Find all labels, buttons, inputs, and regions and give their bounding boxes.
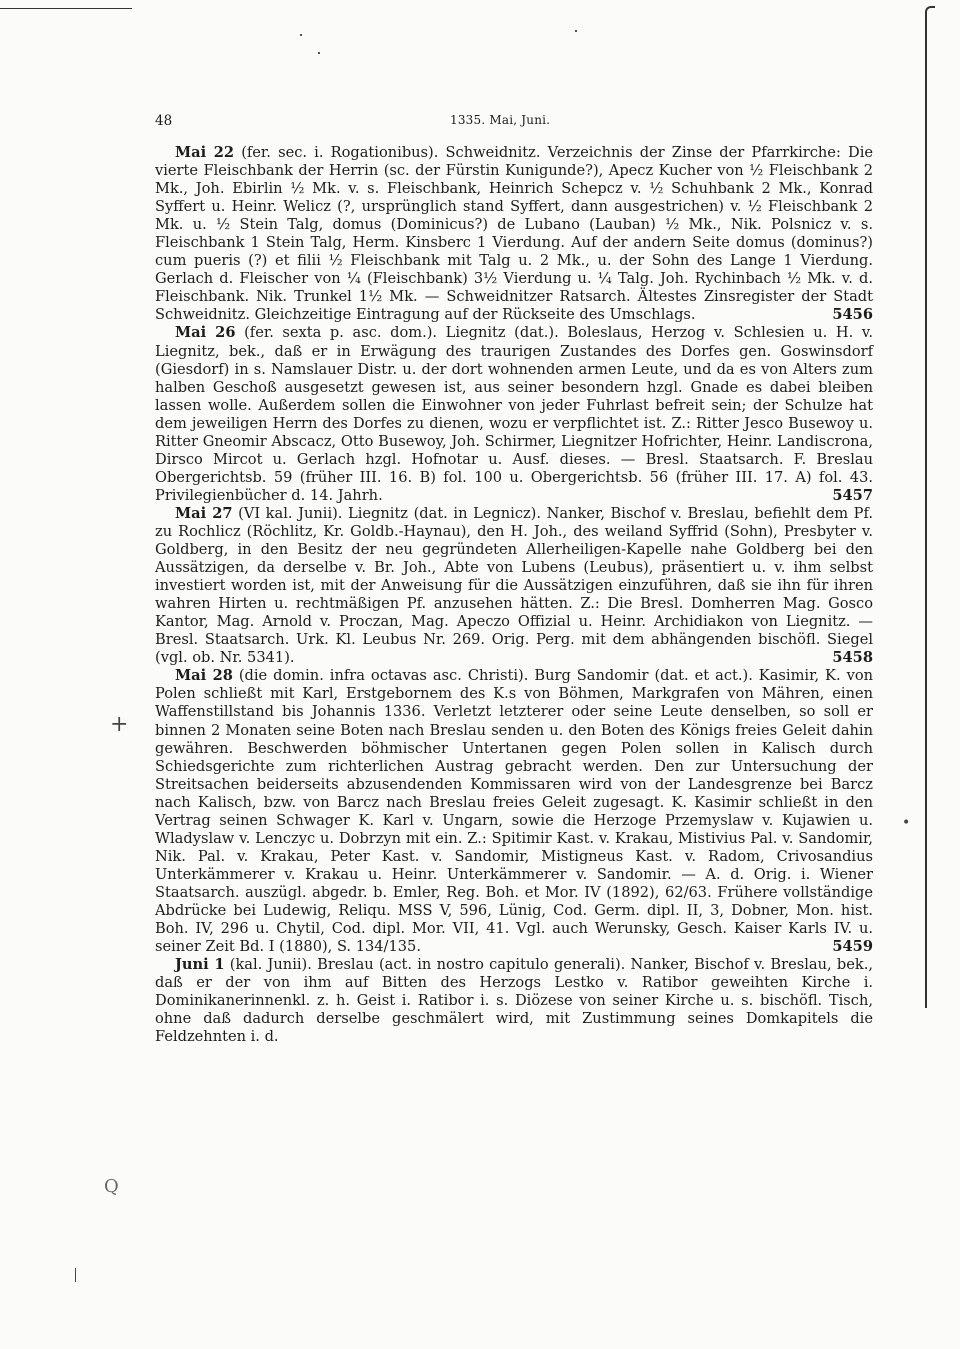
entry-date: Mai 22 [175,144,235,161]
entry-text: (die domin. infra octavas asc. Christi). Burg Sandomir (dat. et act.). Kasimir, K. von Polen schließt mit Karl, Erstgebornem des K.s von Böhmen, Markgrafen von Mähren, einen Waffenstillstand bis Johannis 1336. Verletzt letzterer oder seine Leute denselben, so soll er binnen 2 Monaten seine Boten nach Breslau senden u. den Boten des Königs freies Geleit dahin gewähren. Beschwerden böhmischer Untertanen gegen Polen sollen in Kalisch durch Schiedsgerichte zum richterlichen Austrag gebracht werden. Den zur Untersuchung der Streitsachen beiderseits abzusendenden Kommissaren wird von der Landesgrenze bei Barcz nach Kalisch, bzw. von Barcz nach Breslau freies Geleit zugesagt. K. Kasimir schließt in den Vertrag seinen Schwager K. Karl v. Ungarn, sowie die Herzoge Przemyslaw v. Kujawien u. Wladyslaw v. Lenczyc u. Dobrzyn mit ein. Z.: Spitimir Kast. v. Krakau, Mistivius Pal. v. Sandomir, Nik. Pal. v. Krakau, Peter Kast. v. Sandomir, Mistigneus Kast. v. Radom, Crivosandius Unterkämmerer v. Krakau u. Heinr. Unterkämmerer v. Sandomir. — A. d. Orig. i. Wiener Staatsarch. auszügl. abgedr. b. Emler, Reg. Boh. et Mor. IV (1892), 62/63. Frühere vollständige Abdrücke bei Ludewig, Reliqu. MSS V, 596, Lünig, Cod. Germ. dipl. II, 3, Dobner, Mon. hist. Boh. IV, 296 u. Chytil, Cod. dipl. Mor. VII, 41. Vgl. auch Werunsky, Gesch. Kaiser Karls IV. u. seiner Zeit Bd. I (1880), S. 134/135. [155,667,874,956]
entry-date: Mai 27 [175,504,233,522]
entry-text: (fer. sexta p. asc. dom.). Liegnitz (dat.). Boleslaus, Herzog v. Schlesien u. H. v. Liegnitz, bek., daß er in Erwägung des traurigen Zustandes des Dorfes gen. Goswinsdorf (Giesdorf) in s. Namslauer Distr. u. der dort wohnenden armen Leute, und da es von Alters zum halben Geschoß ausgesetzt gewesen ist, aus seiner besondern hzgl. Gnade es dabei bleiben lassen wolle. Außerdem sollen die Einwohner von jeder Fuhrlast befreit sein; der Schulze hat dem jeweiligen Herrn des Dorfes zu dienen, wozu er verpflichtet ist. Z.: Ritter Jesco Busewoy u. Ritter Gneomir Abscacz, Otto Busewoy, Joh. Schirmer, Liegnitzer Hofrichter, Heinr. Landiscrona, Dirsco Mircot u. Gerlach hzgl. Hofnotar u. Ausf. dieses. — Bresl. Staatsarch. F. Breslau Obergerichtsb. 59 (früher III. 16. B) fol. 100 u. Obergerichtsb. 56 (früher III. 17. A) fol. 43. Privilegienbücher d. 14. Jahrh. [155,324,873,504]
entry-text: (kal. Junii). Breslau (act. in nostro capitulo generali). Nanker, Bischof v. Breslau, bek., daß er der von ihm auf Bitten des Herzogs Lestko v. Ratibor geweihten Kirche i. Dominikanerinnenkl. z. h. Geist i. Ratibor i. s. Diözese von seiner Kirche u. s. bischöfl. Tisch, ohne daß dadurch derselbe geschmälert wird, mit Zustimmung seines Domkapitels die Feldzehnten i. d. [155,956,874,1046]
entry-date: Juni 1 [175,956,225,974]
margin-cross-mark: + [110,712,129,737]
entry-number: 5459 [832,938,873,956]
margin-dot-mark: • [902,815,911,831]
pencil-stroke-mark [75,1268,76,1282]
entry-date: Mai 28 [175,667,233,685]
regest-entry [155,956,873,1046]
entry-number: 5458 [832,649,873,667]
regest-entry [155,505,873,667]
document-body [155,144,873,1046]
regest-entry [155,667,873,956]
scan-speck [318,52,320,54]
entry-text: (fer. sec. i. Rogationibus). Schweidnitz. Verzeichnis der Zinse der Pfarrkirche: Die vierte Fleischbank der Herrin (sc. der Fürstin Kunigunde?), Apecz Kucher von ½ Fleischbank 2 Mk., Joh. Ebirlin ½ Mk. v. s. Fleischbank, Heinrich Schepcz v. ½ Schuhbank 2 Mk., Konrad Syffert u. Heinr. Welicz (?, ursprünglich stand Syffert, dann ausgestrichen) v. ½ Fleischbank 2 Mk. u. ½ Stein Talg, domus (Dominicus?) de Lubano (Lauban) ½ Mk., Nik. Polsnicz v. s. Fleischbank 1 Stein Talg, Herm. Kinsberc 1 Vierdung. Auf der andern Seite domus (dominus?) cum pueris (?) et filii ½ Fleischbank mit Talg u. 2 Mk., u. der Sohn des Lange 1 Vierdung. Gerlach d. Fleischer von ¼ (Fleischbank) 3½ Vierdung u. ¼ Talg. Joh. Rychinbach ½ Mk. v. d. Fleischbank. Nik. Trunkel 1½ Mk. — Schweidnitzer Ratsarch. Ältestes Zinsregister der Stadt Schweidnitz. Gleichzeitige Eintragung auf der Rückseite des Umschlags. [155,144,874,324]
margin-handwritten-note: Q [104,1176,119,1197]
entry-date: Mai 26 [175,324,236,342]
page-edge-mark [925,6,935,1008]
entry-number: 5456 [832,306,873,324]
entry-number: 5457 [832,486,873,504]
regest-entry [155,144,873,324]
scan-speck [575,30,577,32]
entry-text: (VI kal. Junii). Liegnitz (dat. in Legnicz). Nanker, Bischof v. Breslau, befiehlt dem Pf. zu Rochlicz (Röchlitz, Kr. Goldb.-Haynau), den H. Joh., des weiland Syffrid (Sohn), Presbyter v. Goldberg, in den Besitz der neu gegründeten Allerheiligen-Kapelle nahe Goldberg bei den Aussätzigen, da derselbe v. Br. Joh., Abte von Lubens (Leubus), präsentiert u. v. ihm selbst investiert worden ist, mit der Anweisung für die Aussätzigen einzuführen, daß sie ihn für ihren wahren Hirten u. rechtmäßigen Pf. anzusehen hätten. Z.: Die Bresl. Domherren Mag. Gosco Kantor, Mag. Arnold v. Proczan, Mag. Apeczo Offizial u. Heinr. Archidiakon von Liegnitz. — Bresl. Staatsarch. Urk. Kl. Leubus Nr. 269. Orig. Perg. mit dem abhängenden bischöfl. Siegel (vgl. ob. Nr. 5341). [155,504,873,667]
running-head: 1335. Mai, Juni. [450,113,551,127]
page-header [155,113,873,133]
scan-speck [300,34,302,36]
page-number: 48 [155,113,173,129]
regest-entry [155,324,873,504]
top-edge-rule [0,8,132,9]
